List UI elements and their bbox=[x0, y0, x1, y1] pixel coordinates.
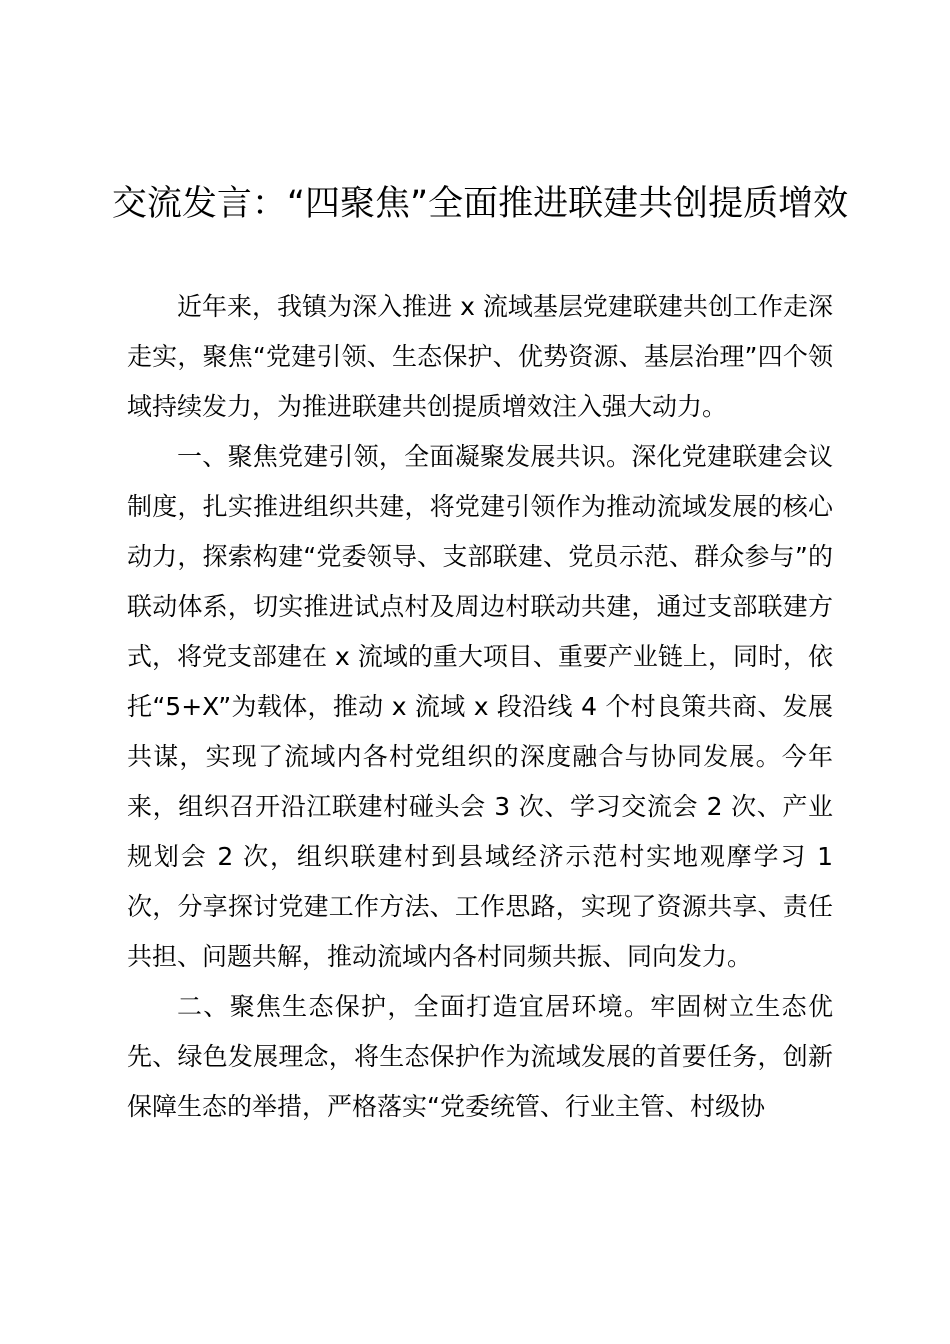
section-one-heading: 一、聚焦党建引领，全面凝聚发展共识。 bbox=[177, 442, 632, 471]
section-two-paragraph bbox=[127, 982, 833, 1132]
document-title: 交流发言：“四聚焦”全面推进联建共创提质增效 bbox=[111, 184, 849, 224]
intro-paragraph bbox=[127, 282, 833, 432]
section-one-text: 深化党建联建会议制度，扎实推进组织共建，将党建引领作为推动流域发展的核心动力，探索构建“党委领导、支部联建、党员示范、群众参与”的联动体系，切实推进试点村及周边村联动共建，通过支部联建方式，将党支部建在 x 流域的重大项目、重要产业链上，同时，依托“5+X”为载体，推动 x 流域 x 段沿线 4 个村良策共商、发展共谋，实现了流域内各村党组织的深度融合与协同发展。今年来，组织召开沿江联建村碰头会 3 次、学习交流会 2 次、产业规划会 2 次，组织联建村到县域经济示范村实地观摩学习 1 次，分享探讨党建工作方法、工作思路，实现了资源共享、责任共担、问题共解，推动流域内各村同频共振、同向发力。 bbox=[127, 442, 833, 971]
intro-paragraph-text: 近年来，我镇为深入推进 x 流域基层党建联建共创工作走深走实，聚焦“党建引领、生态保护、优势资源、基层治理”四个领域持续发力，为推进联建共创提质增效注入强大动力。 bbox=[127, 292, 833, 421]
section-two-text: 牢固树立生态优先、绿色发展理念，将生态保护作为流域发展的首要任务，创新保障生态的举措，严格落实“党委统管、行业主管、村级协 bbox=[127, 992, 833, 1121]
section-two-heading: 二、聚焦生态保护，全面打造宜居环境。 bbox=[177, 992, 651, 1021]
document-body bbox=[127, 282, 833, 1132]
section-one-paragraph bbox=[127, 432, 833, 982]
